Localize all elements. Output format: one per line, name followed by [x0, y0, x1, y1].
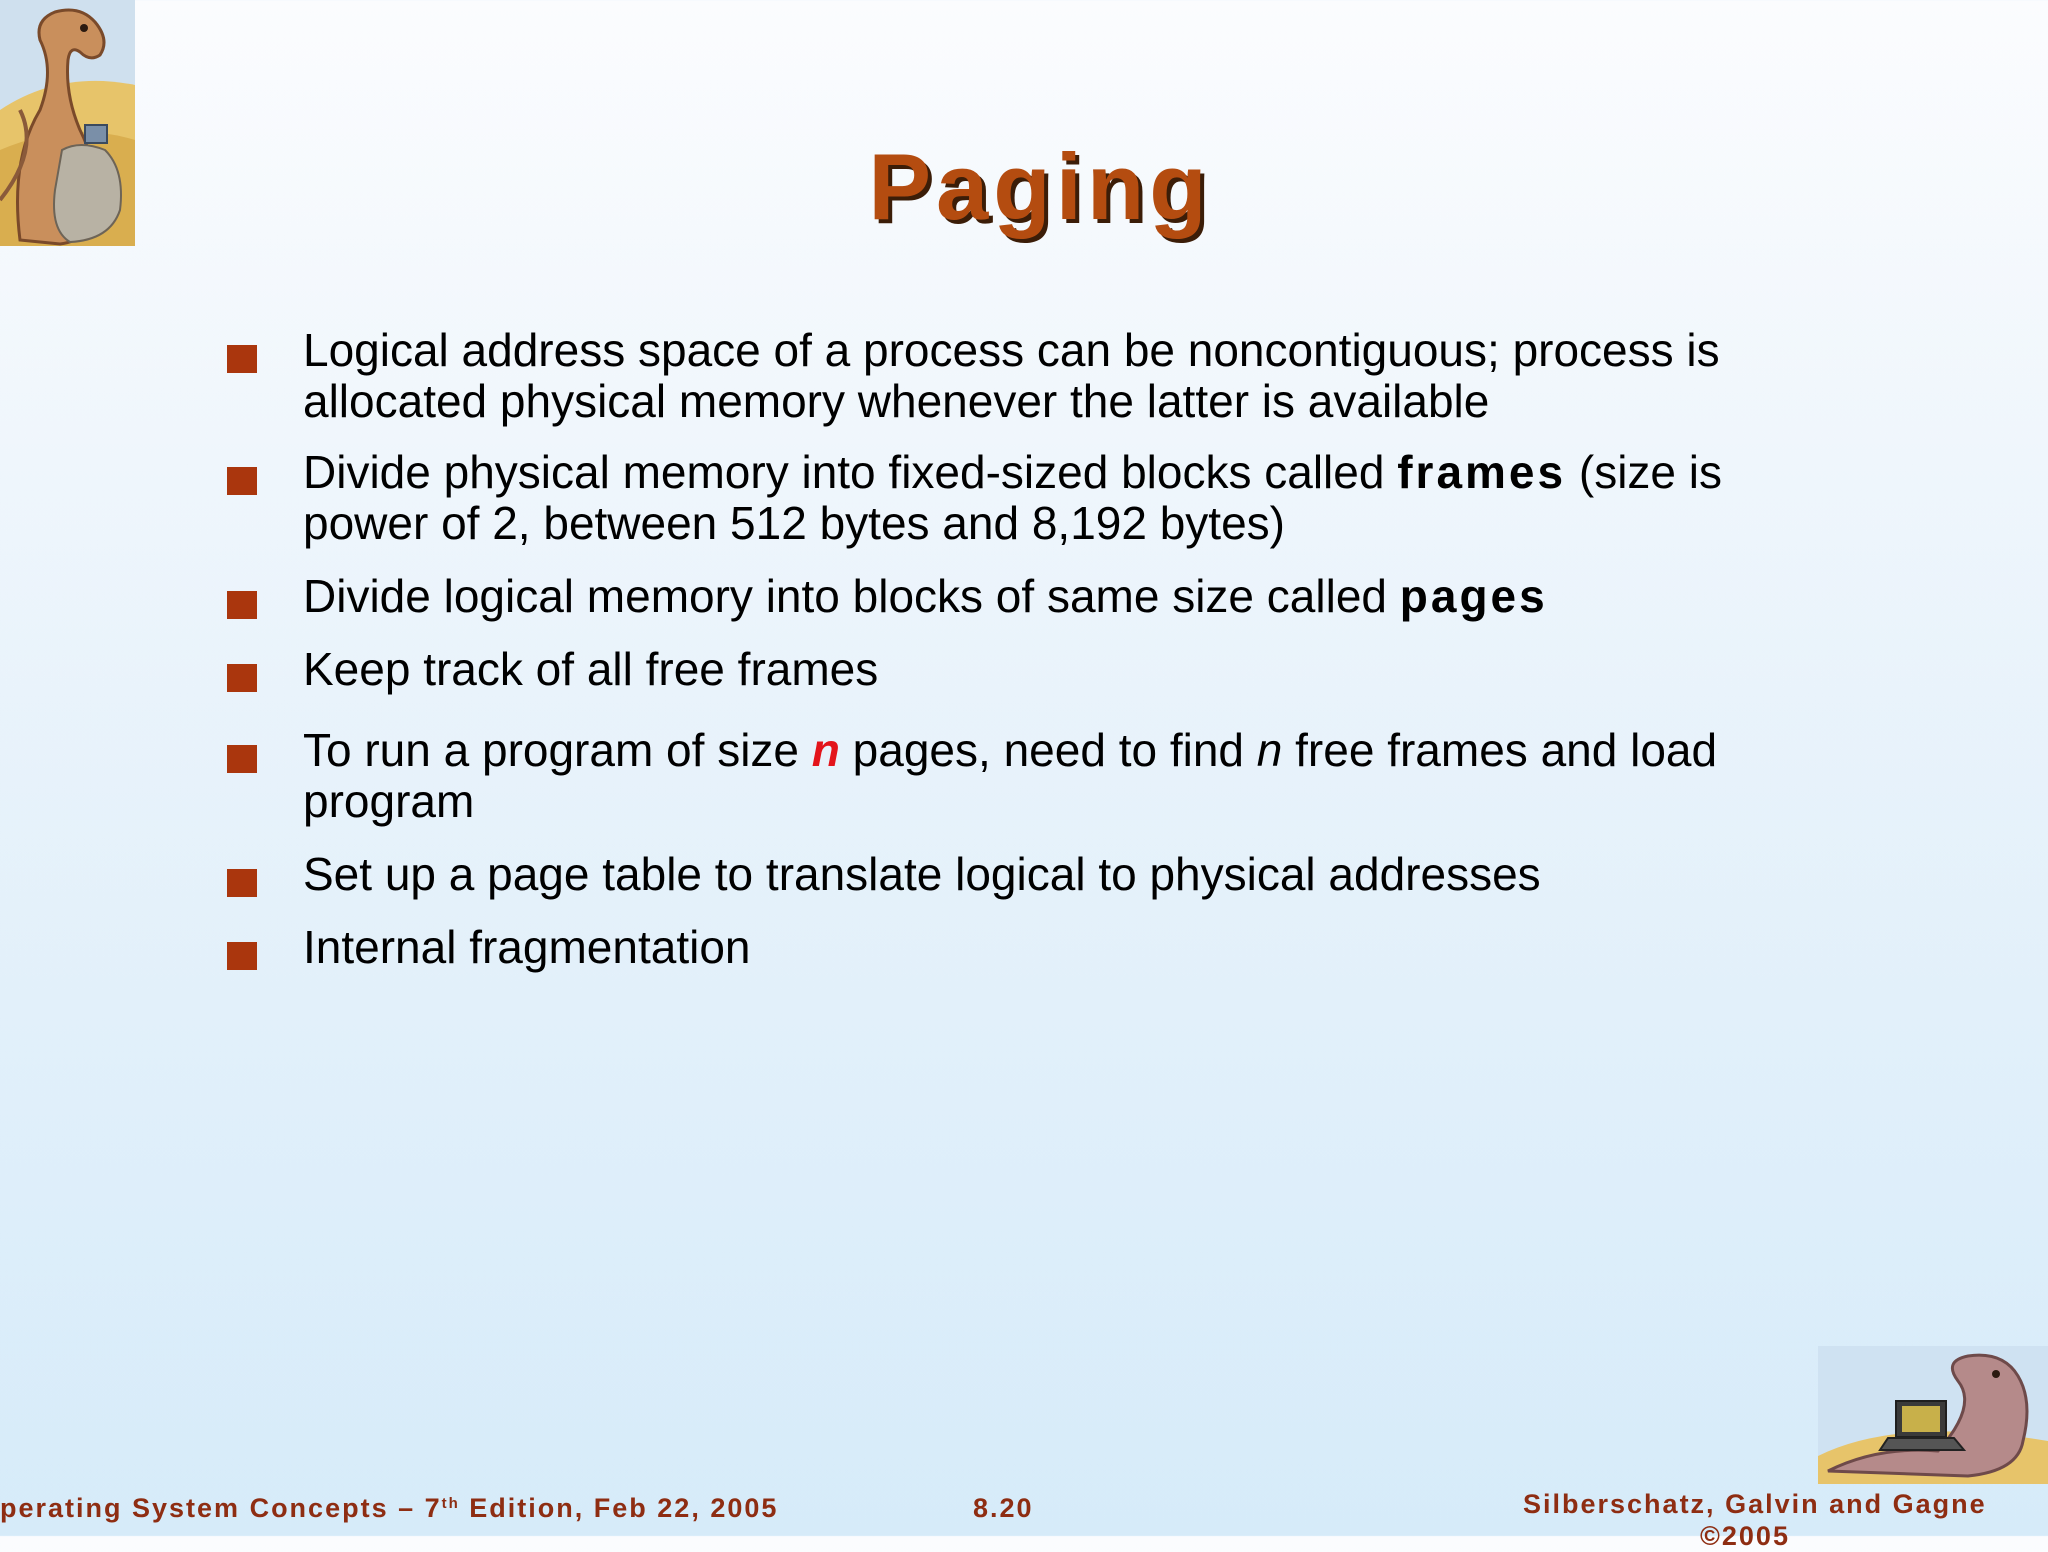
bullet-text: Set up a page table to translate logical to physical addresses	[303, 848, 1541, 900]
term-frames: frames	[1397, 446, 1567, 498]
square-bullet-icon	[227, 467, 257, 495]
bullet-item	[0, 447, 1753, 549]
bullet-list	[0, 325, 1753, 973]
bullet-item	[0, 325, 1753, 427]
footer-page-number: 8.20	[973, 1493, 1034, 1523]
footer-authors: Silberschatz, Galvin and Gagne	[1523, 1489, 1987, 1519]
bullet-item	[0, 644, 1753, 695]
bullet-text: pages, need to find	[839, 724, 1257, 776]
bullet-text: Internal fragmentation	[303, 921, 751, 973]
footer-superscript: th	[441, 1495, 460, 1512]
bullet-item	[0, 849, 1753, 900]
variable-n-highlighted: n	[811, 724, 840, 776]
bullet-text: free frames and load program	[303, 724, 1718, 827]
footer-book-title-text: perating System Concepts – 7	[0, 1493, 442, 1523]
square-bullet-icon	[227, 869, 257, 897]
bullet-text: To run a program of size	[303, 724, 812, 776]
square-bullet-icon	[227, 664, 257, 692]
bullet-item	[0, 571, 1753, 622]
variable-n: n	[1256, 724, 1283, 776]
slide-title: Paging	[868, 133, 1212, 239]
footer-copyright: ©2005	[1700, 1521, 1790, 1551]
bullet-text: (size is power of 2, between 512 bytes and 8,192 bytes)	[303, 446, 1722, 549]
bullet-text: Keep track of all free frames	[303, 643, 879, 695]
bullet-item	[0, 725, 1753, 827]
bullet-text: Divide logical memory into blocks of same size called	[303, 570, 1400, 622]
term-pages: pages	[1399, 570, 1548, 622]
bullet-item	[0, 922, 1753, 973]
square-bullet-icon	[227, 345, 257, 373]
dinosaur-laptop-icon	[1818, 1346, 2048, 1484]
bullet-text: Divide physical memory into fixed-sized blocks called	[303, 446, 1398, 498]
square-bullet-icon	[227, 942, 257, 970]
square-bullet-icon	[227, 745, 257, 773]
square-bullet-icon	[227, 591, 257, 619]
bullet-text: Logical address space of a process can be noncontiguous; process is allocated physical memory whenever the latter is available	[303, 324, 1720, 427]
footer-book-title	[0, 1493, 778, 1524]
footer-edition-date: Edition, Feb 22, 2005	[459, 1493, 779, 1523]
